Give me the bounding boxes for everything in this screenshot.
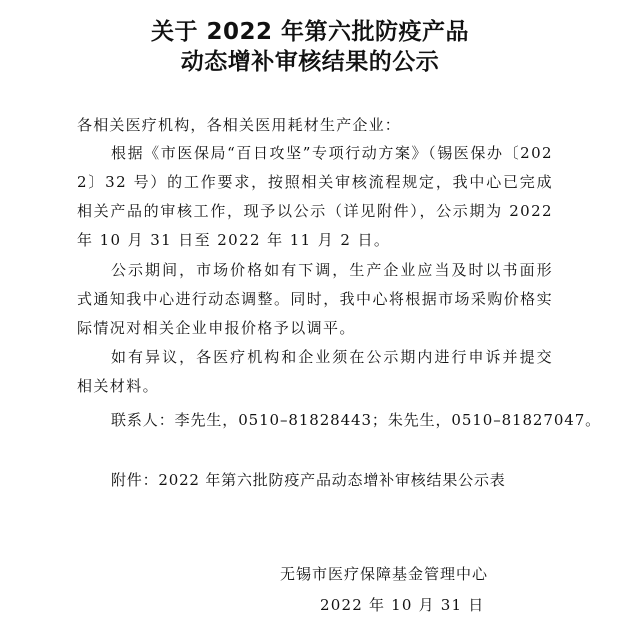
document-title-line-1: 关于 2022 年第六批防疫产品 (150, 19, 470, 45)
paragraph-price-adjustment: 公示期间，市场价格如有下调，生产企业应当及时以书面形式通知我中心进行动态调整。同时，我中心将根据市场采购价格实际情况对相关企业申报价格予以调平。 (77, 261, 553, 337)
salutation: 各相关医疗机构，各相关医用耗材生产企业： (77, 116, 402, 134)
contact-info: 联系人：李先生，0510–81828443；朱先生，0510–81827047。 (111, 411, 602, 429)
attachment-reference: 附件：2022 年第六批防疫产品动态增补审核结果公示表 (111, 471, 506, 489)
document-title-line-2: 动态增补审核结果的公示 (180, 49, 440, 75)
paragraph-objection: 如有异议，各医疗机构和企业须在公示期内进行申诉并提交相关材料。 (77, 348, 553, 395)
signature-date: 2022 年 10 月 31 日 (320, 596, 485, 614)
signature-organization: 无锡市医疗保障基金管理中心 (280, 565, 489, 583)
paragraph-review-basis: 根据《市医保局“百日攻坚”专项行动方案》（锡医保办〔2022〕32 号）的工作要求，按照相关审核流程规定，我中心已完成相关产品的审核工作，现予以公示（详见附件），公示期为 2022 年 10 月 31 日至 2022 年 11 月 2 日。 (77, 144, 553, 249)
